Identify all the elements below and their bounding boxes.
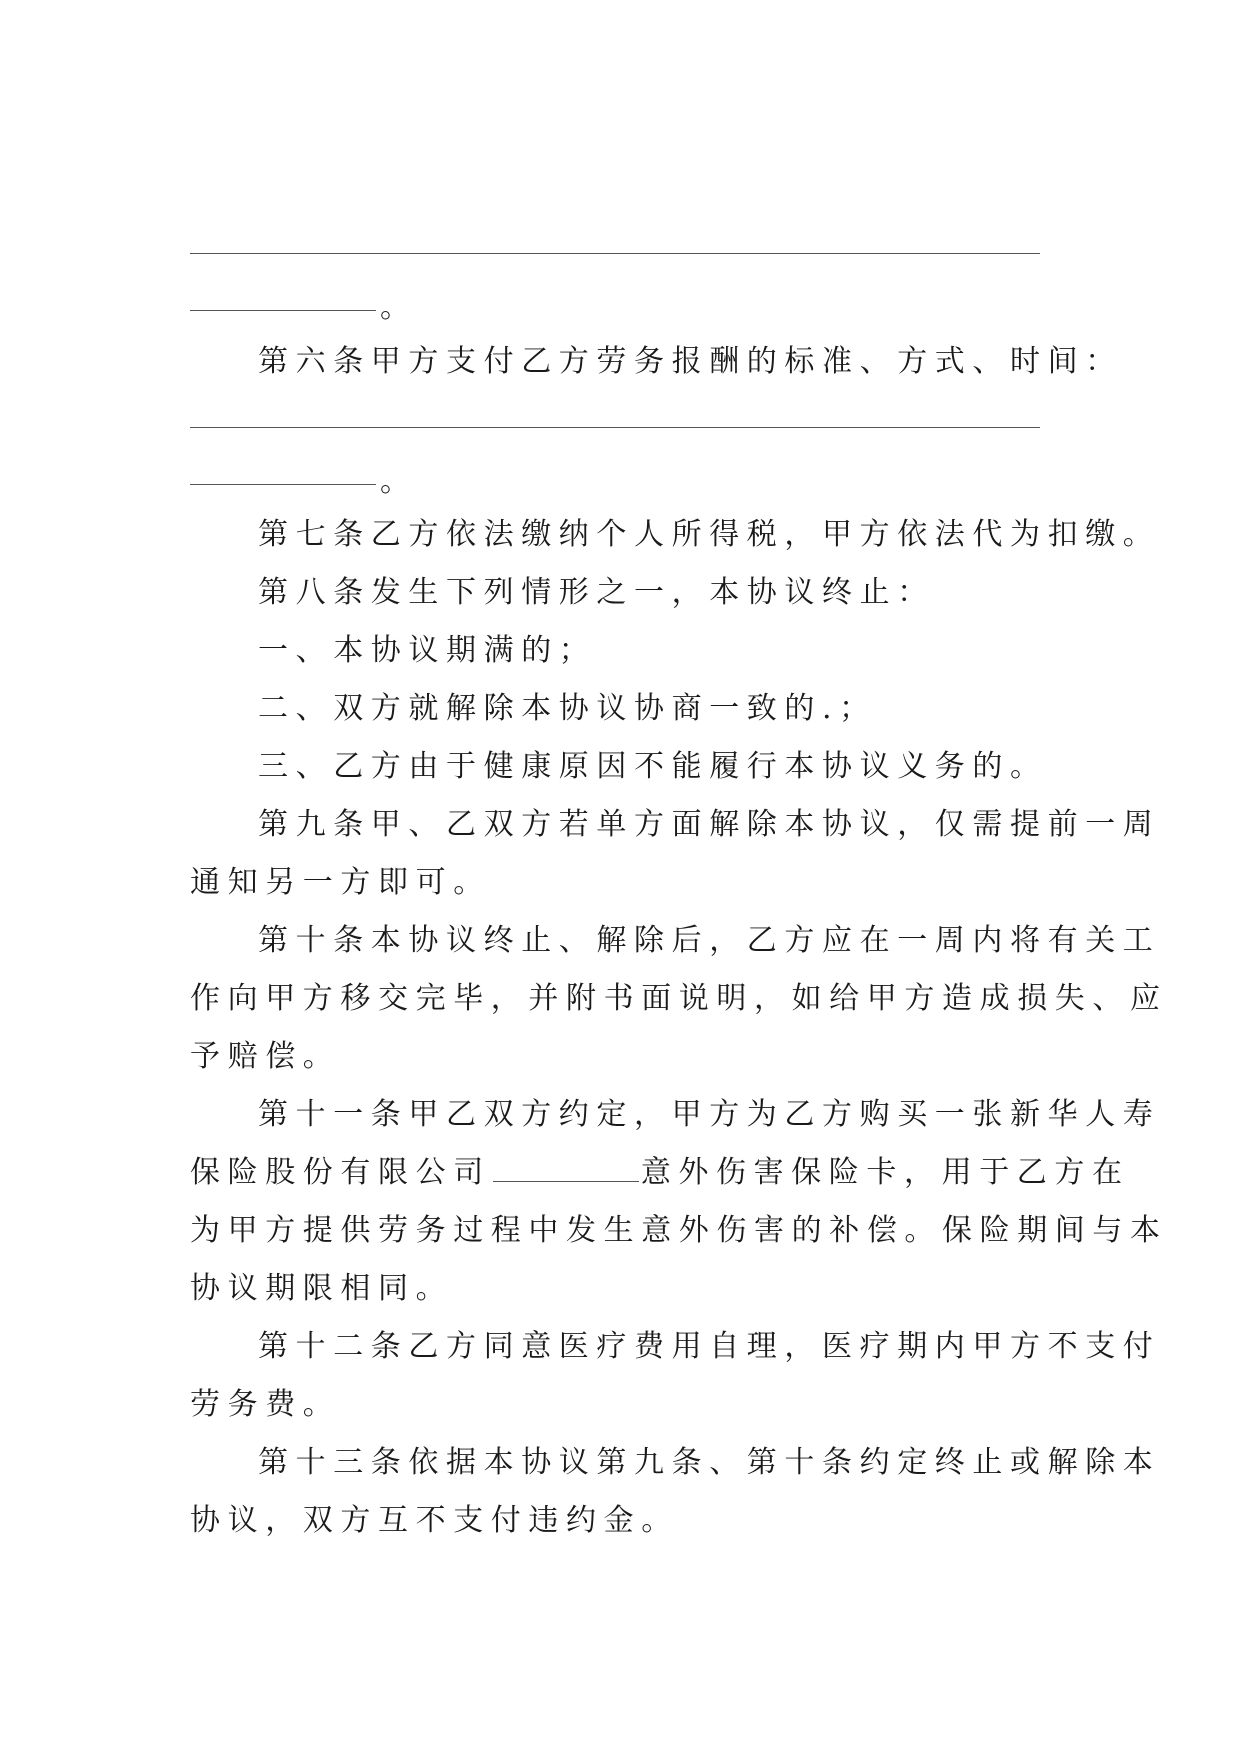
article-12-line-1: 第十二条乙方同意医疗费用自理，医疗期内甲方不支付	[258, 1329, 1161, 1364]
line-end-period: 。	[380, 290, 410, 325]
insurer-name: 保险股份有限公司	[190, 1155, 491, 1190]
line-end-period: 。	[380, 464, 410, 499]
article-11-line-2-rest: 意外伤害保险卡，用于乙方在	[640, 1155, 1130, 1190]
article-11-line-3: 为甲方提供劳务过程中发生意外伤害的补偿。保险期间与本	[190, 1213, 1168, 1248]
article-7: 第七条乙方依法缴纳个人所得税，甲方依法代为扣缴。	[258, 517, 1161, 552]
article-10-line-2: 作向甲方移交完毕，并附书面说明，如给甲方造成损失、应	[190, 981, 1168, 1016]
fill-in-line	[190, 484, 376, 485]
article-13-line-1: 第十三条依据本协议第九条、第十条约定终止或解除本	[258, 1445, 1161, 1480]
article-9-line-1: 第九条甲、乙双方若单方面解除本协议，仅需提前一周	[258, 807, 1161, 842]
article-8-item-2: 二、双方就解除本协议协商一致的.；	[258, 691, 877, 726]
article-6: 第六条甲方支付乙方劳务报酬的标准、方式、时间：	[258, 344, 1123, 379]
article-10-line-1: 第十条本协议终止、解除后，乙方应在一周内将有关工	[258, 923, 1161, 958]
fill-in-line	[190, 253, 1040, 254]
article-9-line-2: 通知另一方即可。	[190, 865, 491, 900]
article-8: 第八条发生下列情形之一，本协议终止：	[258, 575, 935, 610]
fill-in-line	[190, 427, 1040, 428]
article-8-item-3: 三、乙方由于健康原因不能履行本协议义务的。	[258, 749, 1048, 784]
article-13-line-2: 协议，双方互不支付违约金。	[190, 1503, 679, 1538]
article-11-line-1: 第十一条甲乙双方约定，甲方为乙方购买一张新华人寿	[258, 1097, 1161, 1132]
fill-in-line	[190, 310, 376, 311]
article-11-line-4: 协议期限相同。	[190, 1271, 454, 1306]
article-11-line-2	[190, 1153, 1130, 1193]
article-12-line-2: 劳务费。	[190, 1387, 341, 1422]
article-8-item-1: 一、本协议期满的；	[258, 633, 597, 668]
insurance-type-blank	[493, 1155, 639, 1182]
article-10-line-3: 予赔偿。	[190, 1039, 341, 1074]
